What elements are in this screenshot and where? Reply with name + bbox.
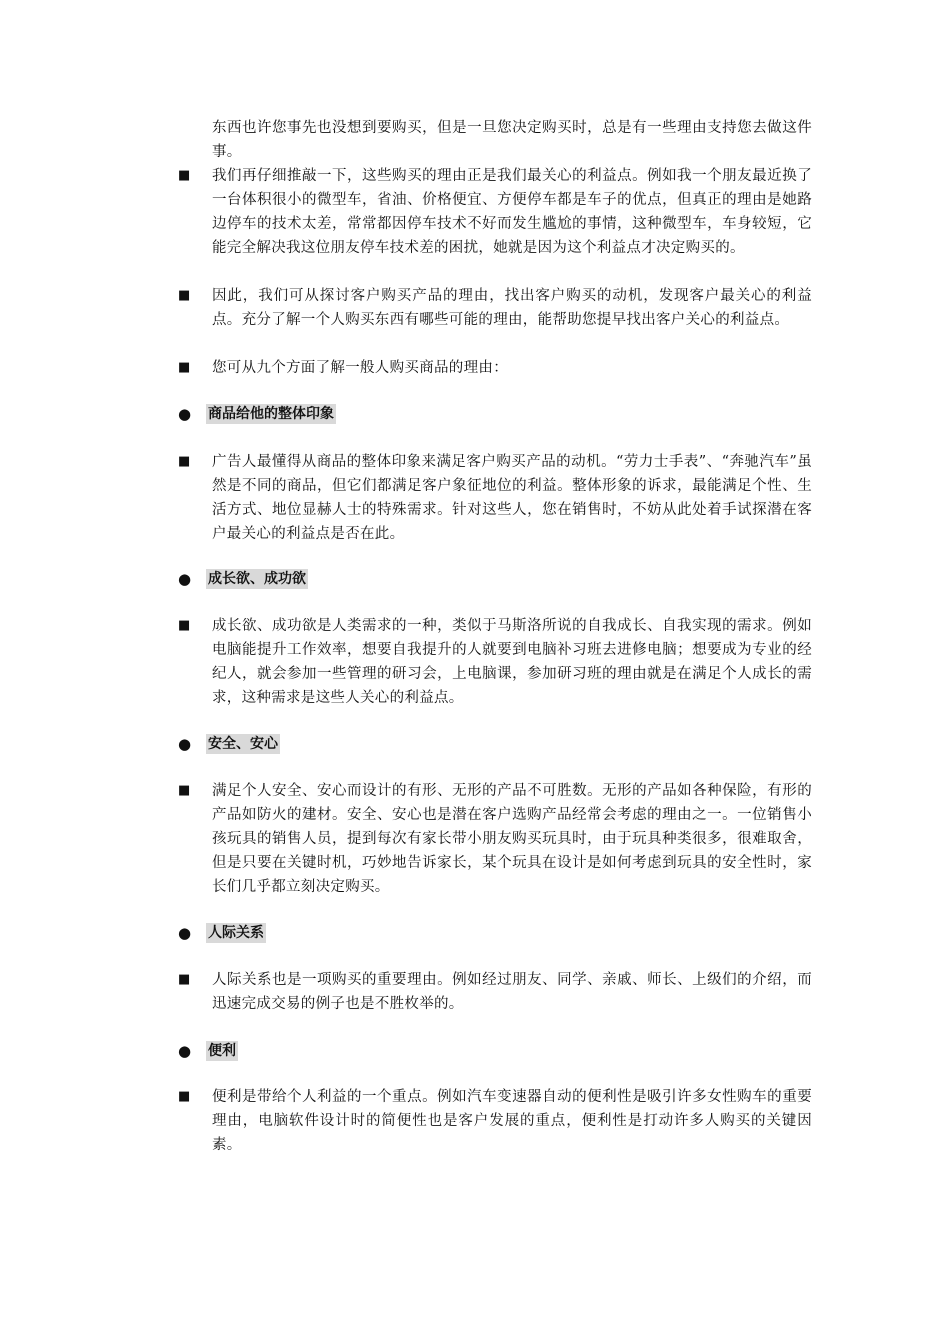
- section-heading-text: 安全、安心: [208, 736, 278, 752]
- intro-continuation-paragraph: 东西也许您事先也没想到要购买，但是一旦您决定购买时，总是有一些理由支持您去做这件事。: [212, 120, 812, 160]
- square-bullet-icon: ■: [178, 360, 191, 375]
- round-bullet-icon: ●: [178, 924, 192, 942]
- section-heading-text: 成长欲、成功欲: [208, 571, 306, 587]
- paragraph-text: 便利是带给个人利益的一个重点。例如汽车变速器自动的便利性是吸引许多女性购车的重要理由，电脑软件设计时的简便性也是客户发展的重点，便利性是打动许多人购买的关键因素。: [212, 1089, 812, 1153]
- paragraph-text: 广告人最懂得从商品的整体印象来满足客户购买产品的动机。“劳力士手表”、“奔驰汽车”虽然是不同的商品，但它们都满足客户象征地位的利益。整体形象的诉求，最能满足个性、生活方式、地位显赫人士的特殊需求。针对这些人，您在销售时，不妨从此处着手试探潜在客户最关心的利益点是否在此。: [212, 454, 812, 542]
- paragraph-text: 人际关系也是一项购买的重要理由。例如经过朋友、同学、亲戚、师长、上级们的介绍，而迅速完成交易的例子也是不胜枚举的。: [212, 972, 812, 1012]
- section-heading-text: 人际关系: [208, 925, 264, 941]
- paragraph-text: 成长欲、成功欲是人类需求的一种，类似于马斯洛所说的自我成长、自我实现的需求。例如电脑能提升工作效率，想要自我提升的人就要到电脑补习班去进修电脑；想要成为专业的经纪人，就会参加一些管理的研习会，上电脑课，参加研习班的理由就是在满足个人成长的需求，这种需求是这些人关心的利益点。: [212, 618, 812, 706]
- square-bullet-icon: ■: [178, 288, 191, 303]
- square-bullet-icon: ■: [178, 1089, 191, 1104]
- square-bullet-icon: ■: [178, 454, 191, 469]
- square-bullet-icon: ■: [178, 168, 191, 183]
- section-heading-text: 商品给他的整体印象: [208, 406, 334, 422]
- paragraph-text: 我们再仔细推敲一下，这些购买的理由正是我们最关心的利益点。例如我一个朋友最近换了一台体积很小的微型车，省油、价格便宜、方便停车都是车子的优点，但真正的理由是她路边停车的技术太差，常常都因停车技术不好而发生尴尬的事情，这种微型车，车身较短，它能完全解决我这位朋友停车技术差的困扰，她就是因为这个利益点才决定购买的。: [212, 168, 812, 256]
- round-bullet-icon: ●: [178, 735, 192, 753]
- paragraph-text: 满足个人安全、安心而设计的有形、无形的产品不可胜数。无形的产品如各种保险，有形的产品如防火的建材。安全、安心也是潜在客户选购产品经常会考虑的理由之一。一位销售小孩玩具的销售人员，提到每次有家长带小朋友购买玩具时，由于玩具种类很多，很难取舍，但是只要在关键时机，巧妙地告诉家长，某个玩具在设计是如何考虑到玩具的安全性时，家长们几乎都立刻决定购买。: [212, 783, 812, 895]
- paragraph-text: 因此，我们可从探讨客户购买产品的理由，找出客户购买的动机，发现客户最关心的利益点。充分了解一个人购买东西有哪些可能的理由，能帮助您提早找出客户关心的利益点。: [212, 288, 812, 328]
- square-bullet-icon: ■: [178, 783, 191, 798]
- paragraph-text: 您可从九个方面了解一般人购买商品的理由：: [212, 360, 508, 376]
- round-bullet-icon: ●: [178, 1042, 192, 1060]
- section-heading-text: 便利: [208, 1043, 236, 1059]
- square-bullet-icon: ■: [178, 972, 191, 987]
- square-bullet-icon: ■: [178, 618, 191, 633]
- round-bullet-icon: ●: [178, 405, 192, 423]
- round-bullet-icon: ●: [178, 570, 192, 588]
